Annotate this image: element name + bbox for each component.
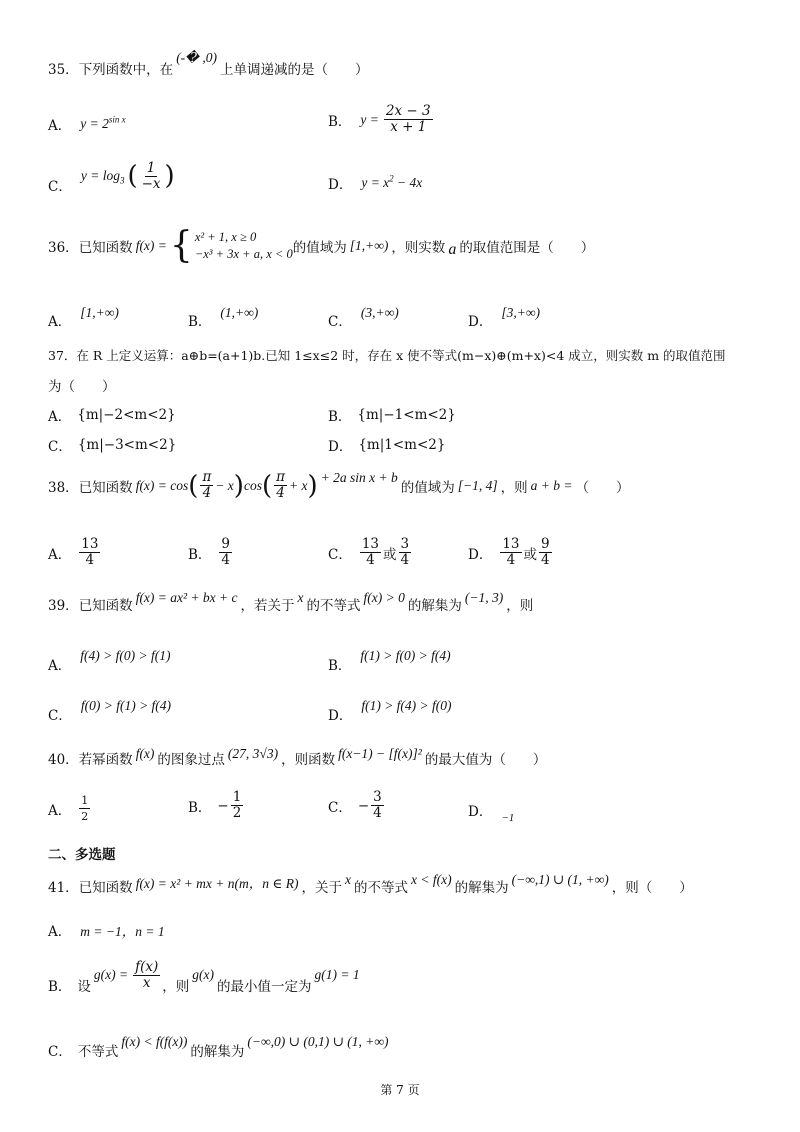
q40-option-c[interactable]: C． − $\frac{3}{4}$ <box>328 789 382 821</box>
q36-option-c[interactable]: C． (3,+∞) <box>328 305 399 330</box>
q35-option-a[interactable]: A． $y = 2^{sin x}$ <box>48 114 126 134</box>
q36-option-a[interactable]: A． [1,+∞) <box>48 305 119 330</box>
q37-option-c[interactable]: C． {m|−3<m<2} <box>48 437 177 455</box>
question-number: 41． <box>48 880 79 896</box>
q37-option-d[interactable]: D． {m|1<m<2} <box>328 437 446 455</box>
question-number: 38． <box>48 479 79 496</box>
q40-option-d[interactable]: D． −1 <box>468 804 515 824</box>
question-number: 36． <box>48 240 79 256</box>
q36-option-b[interactable]: B． (1,+∞) <box>188 305 259 330</box>
q37-option-a[interactable]: A． {m|−2<m<2} <box>48 407 176 425</box>
q39-option-b[interactable]: B． f(1) > f(0) > f(4) <box>328 648 451 674</box>
page-number: 第 7 页 <box>380 1083 420 1097</box>
q38-stem: 38． 已知函数 f(x) = cos ( $\frac{\pi}{4}$ − x ) cos ( $\frac{\pi}{4}$ + x ) + 2a sin x + b 的值域为 [−1, 4] ，则 a + b = （ ） <box>48 469 630 501</box>
q39-option-c[interactable]: C． f(0) > f(1) > f(4) <box>48 698 172 724</box>
q39-stem: 39． 已知函数 f(x) = ax² + bx + c ，若关于 x 的不等式 f(x) > 0 的解集为 (−1, 3) ，则 <box>48 590 534 614</box>
q41-option-c[interactable]: C． 不等式 f(x) < f(f(x)) 的解集为 (−∞,0) ∪ (0,1) ∪ (1, +∞) <box>48 1034 389 1060</box>
q35-stem: 35． 下列函数中，在 (-� ,0) 上单调递减的是（ ） <box>48 50 369 78</box>
q41-stem: 41． 已知函数 f(x) = x² + mx + n(m，n ∈ R) ，关于 x 的不等式 x < f(x) 的解集为 (−∞,1) ∪ (1, +∞) ，则（ ） <box>48 872 693 896</box>
section-heading: 二、多选题 <box>48 847 116 863</box>
q36-stem: 36． 已知函数 f(x) = { x² + 1, x ≥ 0 −x³ + 3x + a, x < 0 的值域为 [1,+∞) ，则实数 a 的取值范围是（ ） <box>48 225 595 266</box>
q39-option-d[interactable]: D． f(1) > f(4) > f(0) <box>328 698 452 724</box>
q37-option-b[interactable]: B． {m|−1<m<2} <box>328 407 456 425</box>
q37-stem-line1: 37．在 R 上定义运算：a⊕b=(a+1)b.已知 1≤x≤2 时，存在 x 使不等式(m−x)⊕(m+x)<4 成立，则实数 m 的取值范围 <box>48 348 726 363</box>
q38-option-c[interactable]: C． $\frac{13}{4}$ 或 $\frac{3}{4}$ <box>328 536 410 568</box>
interval: (-� ,0) <box>176 50 218 65</box>
q37-stem-line2: 为（ ） <box>48 379 116 395</box>
q40-option-a[interactable]: A． $\frac{1}{2}$ <box>48 794 89 823</box>
question-number: 39． <box>48 598 79 614</box>
q40-stem: 40． 若幂函数 f(x) 的图象过点 (27, 3√3) ，则函数 f(x−1) − [f(x)]² 的最大值为（ ） <box>48 746 547 768</box>
q35-option-c[interactable]: C． $y = \log_3$ ( $\frac{1}{-x}$ ) <box>48 159 175 195</box>
q39-option-a[interactable]: A． f(4) > f(0) > f(1) <box>48 648 171 674</box>
q35-option-b[interactable]: B． y = $\frac{2x - 3}{x + 1}$ <box>328 103 431 135</box>
q38-option-b[interactable]: B． $\frac{9}{4}$ <box>188 536 231 568</box>
q38-option-a[interactable]: A． $\frac{13}{4}$ <box>48 536 99 568</box>
q40-option-b[interactable]: B． − $\frac{1}{2}$ <box>188 789 242 821</box>
q36-option-d[interactable]: D． [3,+∞) <box>468 305 540 330</box>
q38-option-d[interactable]: D． $\frac{13}{4}$ 或 $\frac{9}{4}$ <box>468 536 550 568</box>
question-number: 35． <box>48 62 79 78</box>
question-number: 40． <box>48 752 79 768</box>
q41-option-b[interactable]: B． 设 g(x) = $\frac{f(x)}{x}$ ，则 g(x) 的最小值一定为 g(1) = 1 <box>48 958 360 995</box>
q35-option-d[interactable]: D． $y = x^2 - 4x$ <box>328 173 423 193</box>
q41-option-a[interactable]: A． m = −1，n = 1 <box>48 924 165 940</box>
